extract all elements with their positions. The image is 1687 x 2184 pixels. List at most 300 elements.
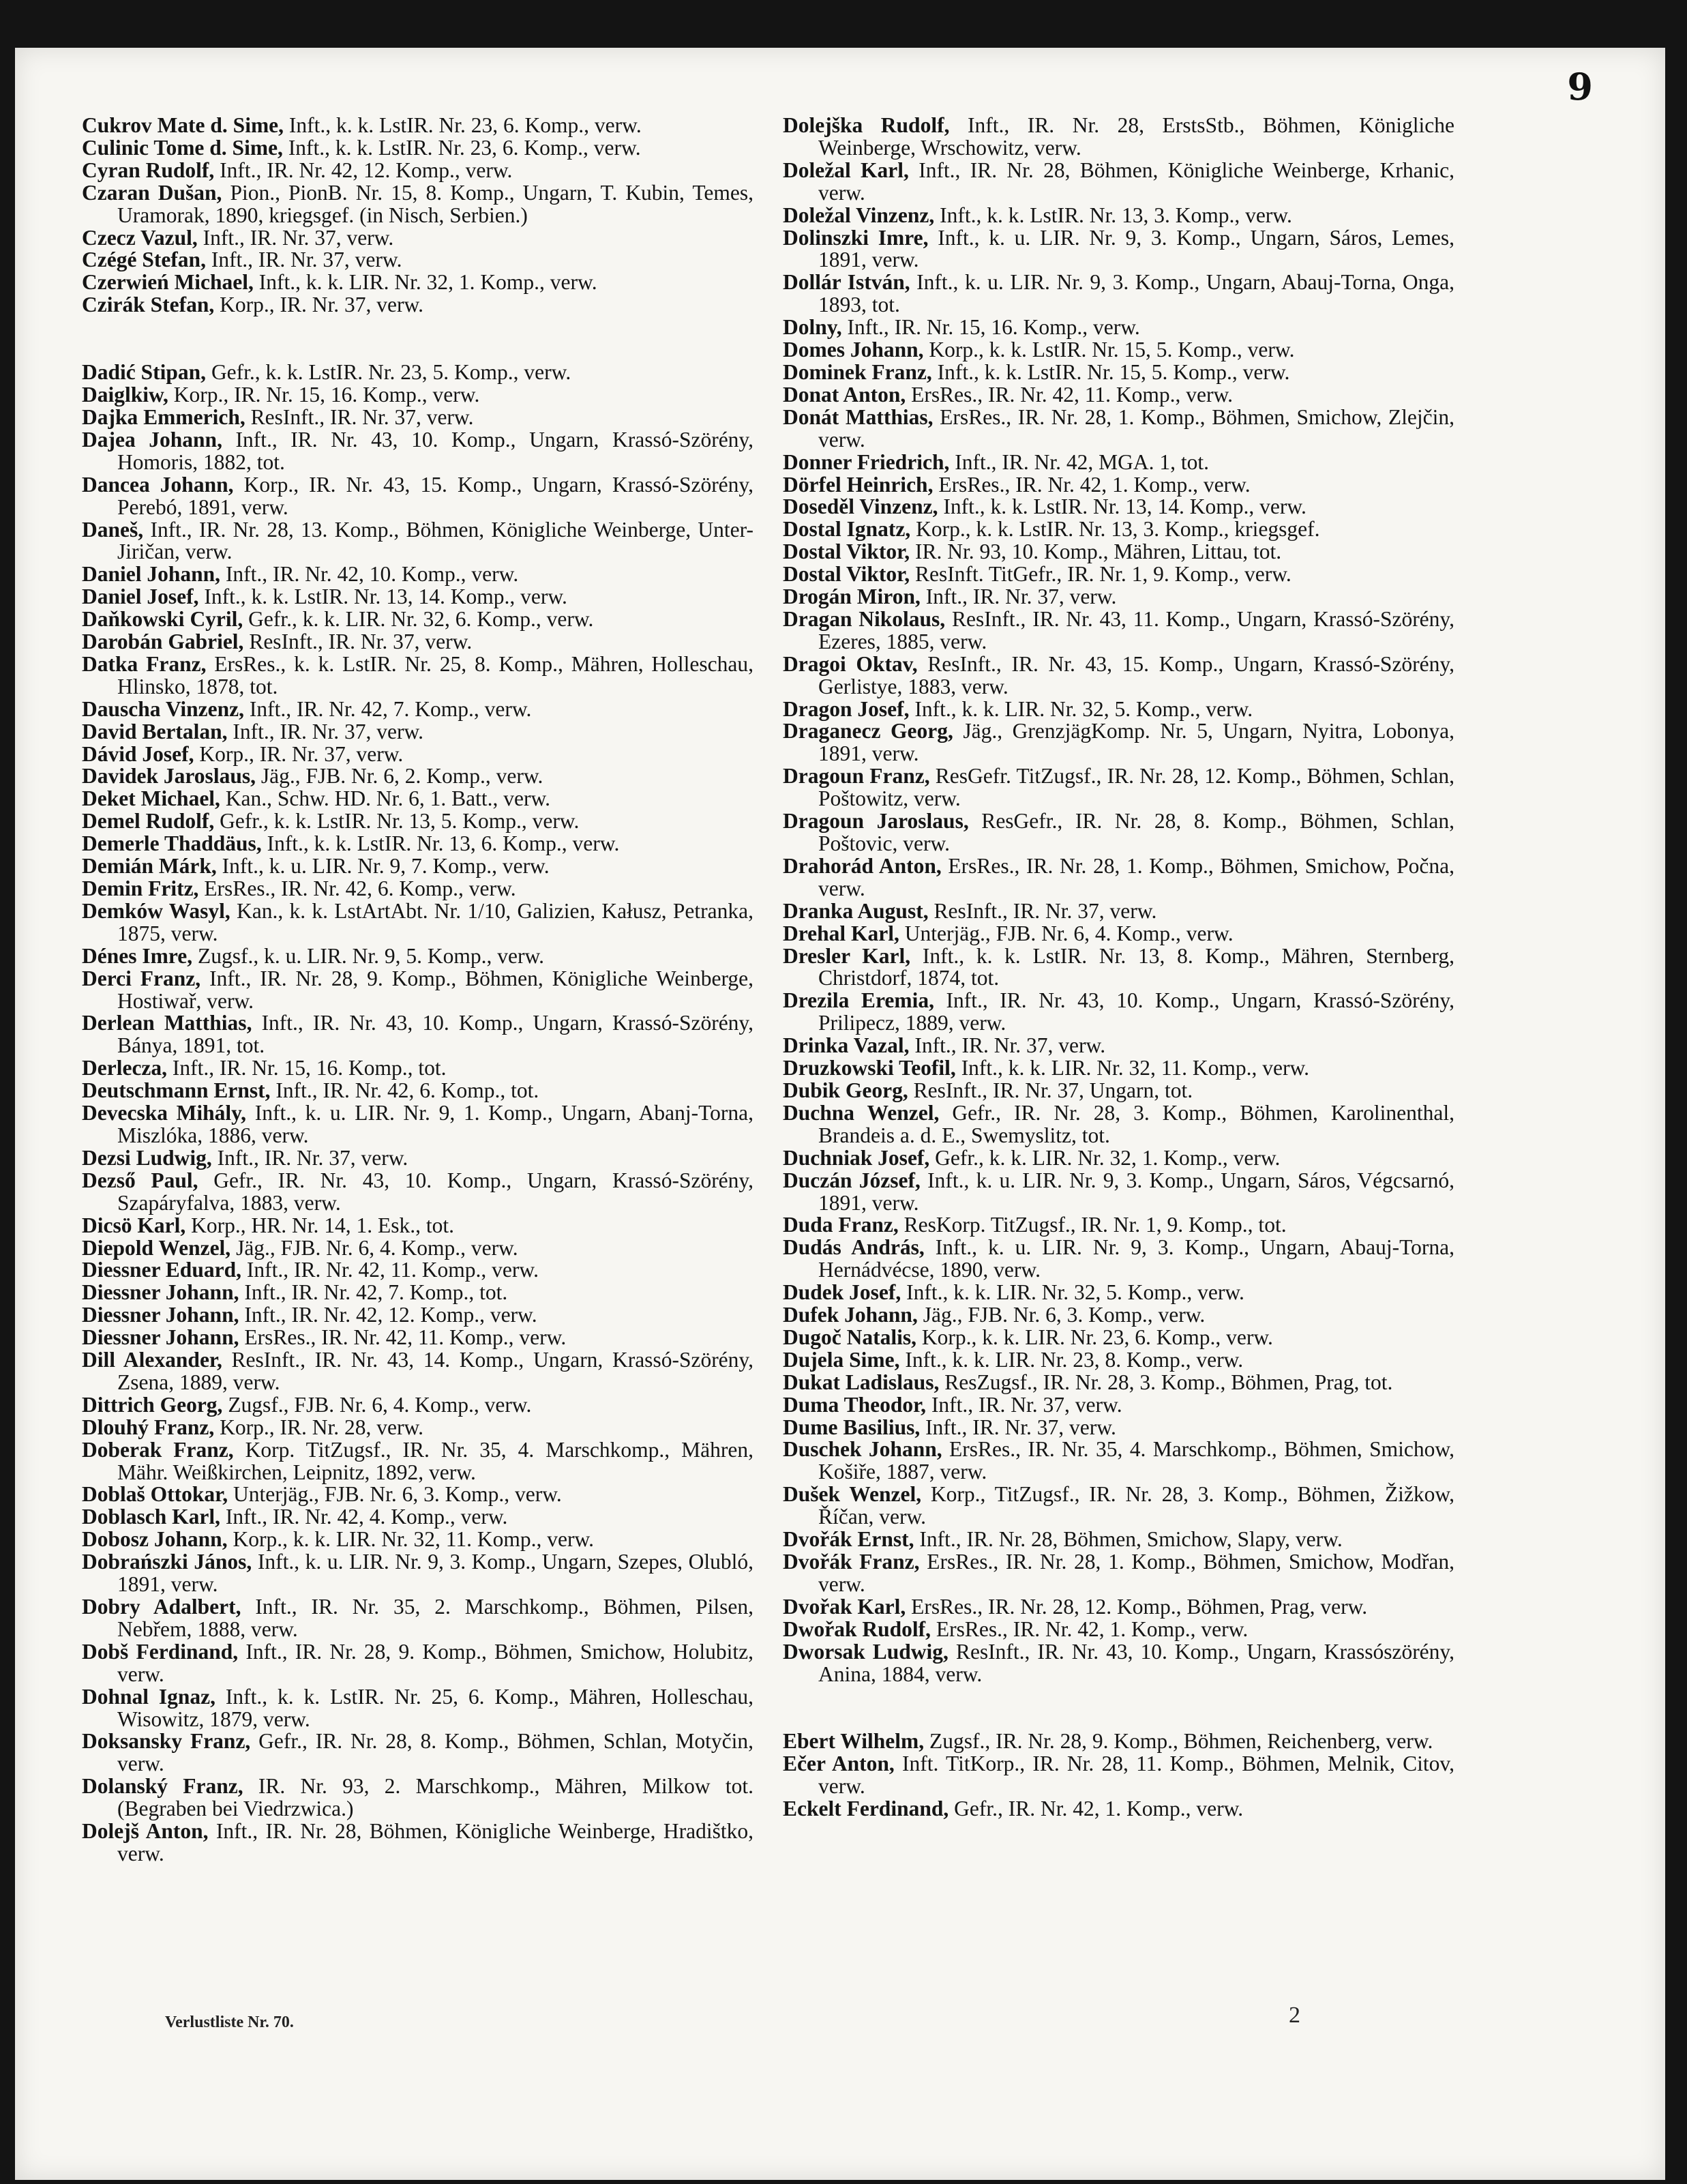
casualty-entry	[783, 1596, 1454, 1619]
entry-details: Korp., IR. Nr. 37, verw.	[214, 293, 424, 317]
casualty-entry	[82, 429, 753, 474]
entry-details: Inft., IR. Nr. 42, 4. Komp., verw.	[220, 1505, 508, 1529]
casualty-entry	[783, 900, 1454, 923]
entry-details: ErsRes., IR. Nr. 28, 1. Komp., Böhmen, Smichow, Počna, verw.	[818, 853, 1454, 900]
entry-name: Doblasch Karl,	[82, 1505, 221, 1529]
entry-details: ErsRes., IR. Nr. 28, 12. Komp., Böhmen, Prag, verw.	[906, 1594, 1368, 1619]
entry-details: Zugsf., FJB. Nr. 6, 4. Komp., verw.	[222, 1392, 532, 1417]
entry-name: Dujela Sime,	[783, 1347, 900, 1372]
casualty-entry	[82, 1012, 753, 1057]
entry-name: Cyran Rudolf,	[82, 158, 215, 182]
entry-details: ResInft., IR. Nr. 37, Ungarn, tot.	[908, 1078, 1193, 1102]
entry-details: Inft., IR. Nr. 42, 6. Komp., tot.	[270, 1078, 539, 1103]
entry-details: Inft., IR. Nr. 28, 13. Komp., Böhmen, Königliche Weinberge, Unter-Jiričan, verw.	[117, 517, 753, 564]
entry-details: Inft., k. k. LstIR. Nr. 13, 14. Komp., verw.	[938, 495, 1307, 519]
entry-name: Drezila Eremia,	[783, 988, 934, 1013]
entry-details: Inft., IR. Nr. 42, 10. Komp., verw.	[220, 562, 519, 587]
entry-name: Davidek Jaroslaus,	[82, 764, 256, 788]
entry-name: Eckelt Ferdinand,	[783, 1797, 949, 1821]
entry-name: Drogán Miron,	[783, 585, 921, 609]
entry-details: Inft., IR. Nr. 42, 12. Komp., verw.	[214, 158, 513, 182]
casualty-entry	[783, 339, 1454, 361]
entry-name: Dohnal Ignaz,	[82, 1684, 216, 1709]
casualty-entry	[82, 855, 753, 878]
entry-name: Datka Franz,	[82, 651, 207, 676]
casualty-entry	[82, 788, 753, 810]
casualty-entry	[783, 563, 1454, 586]
entry-details: ErsRes., IR. Nr. 42, 1. Komp., verw.	[931, 1617, 1249, 1641]
entry-name: Demel Rudolf,	[82, 809, 215, 833]
casualty-entry	[82, 631, 753, 653]
entry-details: Zugsf., k. u. LIR. Nr. 9, 5. Komp., verw.	[192, 943, 545, 968]
entry-name: Czirák Stefan,	[82, 293, 215, 317]
casualty-entry	[82, 1394, 753, 1417]
entry-details: ResZugsf., IR. Nr. 28, 3. Komp., Böhmen, Prag, tot.	[939, 1370, 1393, 1394]
entry-details: ResInft., IR. Nr. 37, verw.	[928, 898, 1157, 923]
entry-name: Dávid Josef,	[82, 741, 194, 766]
casualty-entry	[82, 698, 753, 721]
entry-details: Inft., k. k. LIR. Nr. 23, 8. Komp., verw.	[899, 1347, 1244, 1372]
casualty-entry	[82, 1282, 753, 1304]
entry-details: Inft., IR. Nr. 28, 9. Komp., Böhmen, Smichow, Holubitz, verw.	[117, 1639, 753, 1686]
entry-details: Inft., k. k. LstIR. Nr. 15, 5. Komp., verw.	[931, 359, 1290, 384]
casualty-entry	[783, 1394, 1454, 1417]
entry-name: Dobš Ferdinand,	[82, 1639, 239, 1664]
section-gap	[82, 316, 753, 361]
entry-details: Jäg., FJB. Nr. 6, 4. Komp., verw.	[230, 1235, 518, 1260]
entry-details: Inft., IR. Nr. 28, 9. Komp., Böhmen, Königliche Weinberge, Hostiwař, verw.	[117, 966, 753, 1013]
casualty-entry	[783, 1080, 1454, 1102]
casualty-entry	[82, 1304, 753, 1327]
entry-name: Darobán Gabriel,	[82, 630, 244, 654]
entry-name: Dvořák Ernst,	[783, 1527, 914, 1552]
casualty-entry	[82, 1215, 753, 1237]
entry-name: Dajka Emmerich,	[82, 404, 245, 429]
entry-details: Korp., IR. Nr. 37, verw.	[194, 741, 404, 766]
casualty-entry	[82, 384, 753, 407]
entry-details: Inft., k. k. LIR. Nr. 32, 11. Komp., verw.	[955, 1056, 1310, 1080]
casualty-entry	[783, 404, 1454, 452]
entry-name: Dobosz Johann,	[82, 1527, 228, 1552]
entry-details: Inft., k. u. LIR. Nr. 9, 1. Komp., Ungarn, Abanj-Torna, Miszlóka, 1886, verw.	[117, 1101, 753, 1147]
entry-details: Inft., IR. Nr. 37, verw.	[211, 1145, 408, 1170]
entry-details: ErsRes., IR. Nr. 42, 6. Komp., verw.	[198, 876, 516, 900]
casualty-entry	[82, 227, 753, 250]
casualty-entry	[783, 855, 1454, 900]
entry-name: Czaran Dušan,	[82, 180, 222, 205]
entry-details: Inft., k. k. LstIR. Nr. 13, 14. Komp., verw.	[198, 585, 567, 609]
entry-details: Inft., IR. Nr. 37, verw.	[205, 248, 402, 272]
casualty-entry	[783, 945, 1454, 990]
entry-name: Domes Johann,	[783, 338, 924, 362]
entry-details: ResInft., IR. Nr. 37, verw.	[245, 404, 474, 429]
entry-details: Korp., TitZugsf., IR. Nr. 28, 3. Komp., Böhmen, Žižkow, Říčan, verw.	[818, 1482, 1454, 1529]
entry-name: Doksansky Franz,	[82, 1729, 251, 1754]
casualty-entry	[783, 1798, 1454, 1820]
casualty-entry	[783, 1057, 1454, 1080]
casualty-entry	[82, 1529, 753, 1551]
entry-name: Duchna Wenzel,	[783, 1100, 940, 1125]
entry-details: Inft., IR. Nr. 37, verw.	[197, 225, 394, 250]
casualty-entry	[82, 1170, 753, 1215]
casualty-entry	[82, 1551, 753, 1596]
entry-name: Duchniak Josef,	[783, 1145, 930, 1170]
entry-details: ResInft., IR. Nr. 37, verw.	[243, 630, 473, 654]
casualty-entry	[82, 721, 753, 743]
casualty-entry	[82, 1259, 753, 1282]
entry-details: ErsRes., k. k. LstIR. Nr. 25, 8. Komp., Mähren, Holleschau, Hlinsko, 1878, tot.	[117, 651, 754, 698]
entry-name: Demerle Thaddäus,	[82, 831, 262, 856]
casualty-entry	[82, 474, 753, 519]
entry-name: Dostal Viktor,	[783, 540, 910, 564]
entry-name: Dubik Georg,	[783, 1078, 908, 1102]
casualty-entry	[783, 316, 1454, 339]
casualty-entry	[783, 1304, 1454, 1327]
casualty-entry	[82, 1417, 753, 1439]
entry-name: Dezsi Ludwig,	[82, 1145, 212, 1170]
casualty-entry	[82, 608, 753, 631]
entry-name: Dragoi Oktav,	[783, 651, 918, 676]
casualty-entry	[783, 1035, 1454, 1057]
entry-name: Devecska Mihály,	[82, 1101, 247, 1125]
entry-details: ResInft., IR. Nr. 43, 15. Komp., Ungarn, Krassó-Szörény, Gerlistye, 1883, verw.	[818, 651, 1454, 698]
casualty-entry	[783, 1730, 1454, 1753]
entry-name: Dolejška Rudolf,	[783, 113, 950, 137]
entry-details: ErsRes., IR. Nr. 28, 1. Komp., Böhmen, Smichow, Modřan, verw.	[818, 1550, 1454, 1596]
casualty-entry	[82, 833, 753, 855]
entry-details: ResGefr. TitZugsf., IR. Nr. 28, 12. Komp., Böhmen, Schlan, Poštowitz, verw.	[818, 764, 1454, 811]
entry-name: Daniel Josef,	[82, 585, 199, 609]
entry-name: Dragan Nikolaus,	[783, 606, 946, 631]
casualty-entry	[783, 1641, 1454, 1686]
entry-details: Inft., IR. Nr. 15, 16. Komp., tot.	[167, 1056, 447, 1080]
entry-name: Druzkowski Teofil,	[783, 1056, 956, 1080]
entry-name: Dudek Josef,	[783, 1280, 901, 1305]
entry-name: Dobry Adalbert,	[82, 1595, 241, 1619]
entry-name: Dume Basilius,	[783, 1415, 921, 1439]
casualty-entry	[82, 1080, 753, 1102]
entry-details: Inft., IR. Nr. 37, verw.	[909, 1033, 1106, 1058]
entry-name: Culinic Tome d. Sime,	[82, 135, 283, 160]
casualty-entry	[783, 653, 1454, 698]
entry-name: Diessner Eduard,	[82, 1258, 241, 1282]
entry-name: Dénes Imre,	[82, 943, 193, 968]
entry-details: Inft., k. k. LstIR. Nr. 13, 8. Komp., Mähren, Sternberg, Christdorf, 1874, tot.	[818, 943, 1455, 990]
casualty-entry	[82, 1327, 753, 1349]
entry-name: Dufek Johann,	[783, 1303, 918, 1327]
entry-details: ResInft., IR. Nr. 43, 14. Komp., Ungarn, Krassó-Szörény, Zsena, 1889, verw.	[117, 1348, 753, 1394]
casualty-entry	[82, 945, 753, 968]
entry-name: Demián Márk,	[82, 854, 217, 879]
entry-details: Inft., IR. Nr. 43, 10. Komp., Ungarn, Krassó-Szörény, Prilipecz, 1889, verw.	[818, 988, 1454, 1035]
entry-details: Inft., IR. Nr. 35, 2. Marschkomp., Böhmen, Pilsen, Nebřem, 1888, verw.	[117, 1595, 754, 1641]
entry-name: Czerwień Michael,	[82, 270, 254, 295]
casualty-entry	[783, 271, 1454, 316]
casualty-entry	[783, 205, 1454, 227]
entry-name: Draganecz Georg,	[783, 719, 953, 743]
casualty-entry	[82, 1147, 753, 1170]
casualty-entry	[783, 923, 1454, 945]
casualty-entry	[82, 404, 753, 429]
entry-name: Duczán József,	[783, 1168, 921, 1192]
entry-name: Derci Franz,	[82, 966, 201, 990]
casualty-entry	[82, 563, 753, 586]
entry-name: Donát Matthias,	[783, 404, 934, 429]
casualty-entry	[783, 1484, 1454, 1529]
casualty-entry	[783, 1349, 1454, 1372]
entry-details: ResInft., IR. Nr. 43, 11. Komp., Ungarn, Krassó-Szörény, Ezeres, 1885, verw.	[818, 606, 1454, 653]
casualty-entry	[82, 1686, 753, 1731]
casualty-entry	[783, 160, 1454, 205]
casualty-entry	[783, 1214, 1454, 1237]
entry-name: Dworsak Ludwig,	[783, 1639, 949, 1664]
entry-name: Dragoun Franz,	[783, 764, 930, 788]
entry-details: Inft., IR. Nr. 28, Böhmen, Smichow, Slapy, verw.	[914, 1527, 1343, 1552]
entry-details: Inft., k. k. LstIR. Nr. 13, 3. Komp., verw.	[934, 203, 1292, 227]
entry-details: ResKorp. TitZugsf., IR. Nr. 1, 9. Komp., tot.	[898, 1213, 1287, 1237]
entry-details: ErsRes., IR. Nr. 28, 1. Komp., Böhmen, Smichow, Zlejčin, verw.	[818, 404, 1454, 452]
entry-name: Ečer Anton,	[783, 1752, 895, 1776]
entry-details: ResGefr., IR. Nr. 28, 8. Komp., Böhmen, Schlan, Poštovic, verw.	[818, 809, 1454, 855]
entry-name: David Bertalan,	[82, 719, 228, 743]
entry-details: ResInft., IR. Nr. 43, 10. Komp., Ungarn, Krassószörény, Anina, 1884, verw.	[818, 1639, 1454, 1686]
entry-details: Gefr., k. k. LstIR. Nr. 23, 5. Komp., verw.	[206, 360, 571, 385]
casualty-entry	[82, 1102, 753, 1147]
entry-name: Dolinszki Imre,	[783, 225, 929, 250]
entry-details: Korp. TitZugsf., IR. Nr. 35, 4. Marschkomp., Mähren, Mähr. Weißkirchen, Leipnitz, 1892, verw.	[117, 1437, 753, 1484]
entry-name: Dolanský Franz,	[82, 1774, 243, 1799]
entry-name: Czecz Vazul,	[82, 225, 198, 250]
entry-details: Inft., IR. Nr. 37, verw.	[227, 719, 424, 743]
casualty-entry	[82, 294, 753, 316]
casualty-entry	[783, 1551, 1454, 1596]
entry-details: Inft., IR. Nr. 37, verw.	[926, 1392, 1122, 1417]
entry-details: Inft., IR. Nr. 42, 7. Komp., verw.	[244, 696, 532, 721]
entry-name: Dauscha Vinzenz,	[82, 696, 245, 721]
right-column	[783, 115, 1454, 1820]
entry-details: Inft., k. u. LIR. Nr. 9, 3. Komp., Ungarn, Sáros, Végcsarnó, 1891, verw.	[818, 1168, 1455, 1215]
entry-name: Daniel Johann,	[82, 562, 221, 587]
entry-details: Inft., IR. Nr. 43, 10. Komp., Ungarn, Krassó-Szörény, Bánya, 1891, tot.	[117, 1011, 753, 1058]
casualty-entry	[783, 1372, 1454, 1394]
entry-name: Dolny,	[783, 315, 842, 340]
entry-name: Derlecza,	[82, 1056, 168, 1080]
casualty-entry	[82, 1641, 753, 1686]
entry-name: Dvořak Karl,	[783, 1594, 906, 1619]
entry-details: Inft. TitKorp., IR. Nr. 28, 11. Komp., Böhmen, Melnik, Citov, verw.	[818, 1752, 1454, 1799]
casualty-entry	[783, 608, 1454, 653]
entry-details: Inft., k. u. LIR. Nr. 9, 7. Komp., verw.	[216, 854, 550, 879]
entry-details: Jäg., FJB. Nr. 6, 2. Komp., verw.	[255, 764, 543, 788]
entry-details: Inft., k. k. LIR. Nr. 32, 5. Komp., verw.	[901, 1280, 1244, 1305]
casualty-entry	[82, 160, 753, 182]
casualty-entry	[783, 115, 1454, 160]
entry-name: Drehal Karl,	[783, 921, 899, 945]
casualty-entry	[82, 519, 753, 564]
entry-name: Dugoč Natalis,	[783, 1325, 916, 1349]
entry-name: Donat Anton,	[783, 382, 906, 407]
entry-details: ErsRes., IR. Nr. 35, 4. Marschkomp., Böhmen, Smichow, Košiře, 1887, verw.	[818, 1437, 1454, 1484]
entry-details: ResInft. TitGefr., IR. Nr. 1, 9. Komp., verw.	[910, 562, 1292, 587]
casualty-entry	[82, 765, 753, 788]
casualty-entry	[783, 1170, 1454, 1215]
casualty-entry	[783, 361, 1454, 384]
entry-name: Daňkowski Cyril,	[82, 607, 243, 632]
casualty-entry	[82, 1057, 753, 1080]
entry-details: Gefr., IR. Nr. 43, 10. Komp., Ungarn, Krassó-Szörény, Szapáryfalva, 1883, verw.	[117, 1168, 753, 1215]
entry-details: Korp., k. k. LstIR. Nr. 15, 5. Komp., verw.	[923, 338, 1295, 362]
casualty-entry	[783, 518, 1454, 541]
entry-details: Jäg., GrenzjägKomp. Nr. 5, Ungarn, Nyitra, Lobonya, 1891, verw.	[818, 719, 1454, 766]
casualty-entry	[783, 1619, 1454, 1641]
casualty-entry	[82, 1439, 753, 1484]
entry-name: Dollár István,	[783, 270, 910, 295]
casualty-entry	[783, 541, 1454, 563]
entry-name: Ebert Wilhelm,	[783, 1729, 925, 1754]
entry-details: Gefr., IR. Nr. 42, 1. Komp., verw.	[949, 1797, 1244, 1821]
entry-details: Korp., k. k. LIR. Nr. 23, 6. Komp., verw.	[916, 1325, 1273, 1349]
entry-name: Dobrańszki János,	[82, 1550, 252, 1574]
casualty-entry	[82, 878, 753, 900]
casualty-entry	[783, 496, 1454, 518]
casualty-entry	[783, 1102, 1454, 1147]
entry-details: Inft., k. k. LstIR. Nr. 25, 6. Komp., Mähren, Holleschau, Wisowitz, 1879, verw.	[117, 1684, 753, 1731]
casualty-entry	[783, 1147, 1454, 1170]
casualty-entry	[783, 1417, 1454, 1439]
casualty-entry	[783, 698, 1454, 721]
entry-name: Dezső Paul,	[82, 1168, 198, 1192]
entry-details: Inft., IR. Nr. 42, 12. Komp., verw.	[239, 1303, 537, 1327]
entry-details: Inft., IR. Nr. 28, Böhmen, Königliche Weinberge, Hradištko, verw.	[117, 1819, 753, 1865]
entry-name: Dlouhý Franz,	[82, 1415, 215, 1439]
casualty-entry	[783, 586, 1454, 608]
casualty-entry	[82, 1484, 753, 1506]
entry-details: ErsRes., IR. Nr. 42, 11. Komp., verw.	[239, 1325, 567, 1350]
entry-name: Demin Fritz,	[82, 876, 199, 900]
casualty-entry	[783, 720, 1454, 765]
casualty-entry	[82, 743, 753, 766]
casualty-entry	[82, 810, 753, 833]
casualty-entry	[783, 1438, 1454, 1484]
casualty-entry	[82, 182, 753, 227]
entry-name: Demków Wasyl,	[82, 898, 230, 923]
entry-details: IR. Nr. 93, 10. Komp., Mähren, Littau, tot.	[910, 540, 1282, 564]
entry-details: Inft., IR. Nr. 43, 10. Komp., Ungarn, Krassó-Szörény, Homoris, 1882, tot.	[117, 427, 754, 474]
entry-details: IR. Nr. 93, 2. Marschkomp., Mähren, Milkow tot. (Begraben bei Viedrzwica.)	[117, 1774, 753, 1821]
entry-name: Derlean Matthias,	[82, 1011, 252, 1035]
entry-name: Daiglkiw,	[82, 383, 168, 407]
entry-name: Doležal Karl,	[783, 158, 909, 182]
entry-details: ErsRes., IR. Nr. 42, 11. Komp., verw.	[906, 382, 1234, 407]
entry-name: Dwořak Rudolf,	[783, 1617, 931, 1641]
entry-name: Dudás András,	[783, 1235, 925, 1260]
entry-name: Cukrov Mate d. Sime,	[82, 113, 284, 137]
entry-details: Gefr., k. k. LstIR. Nr. 13, 5. Komp., verw.	[214, 809, 580, 833]
entry-details: Korp., IR. Nr. 43, 15. Komp., Ungarn, Krassó-Szörény, Perebó, 1891, verw.	[117, 472, 753, 519]
casualty-entry	[783, 990, 1454, 1035]
entry-details: Jäg., FJB. Nr. 6, 3. Komp., verw.	[917, 1303, 1206, 1327]
entry-details: Inft., k. u. LIR. Nr. 9, 3. Komp., Ungarn, Szepes, Olubló, 1891, verw.	[117, 1550, 753, 1597]
entry-details: Korp., IR. Nr. 28, verw.	[214, 1415, 424, 1439]
entry-details: Inft., k. k. LIR. Nr. 32, 5. Komp., verw.	[909, 696, 1253, 721]
entry-name: Daneš,	[82, 517, 144, 542]
casualty-entry	[783, 1282, 1454, 1304]
casualty-entry	[82, 1730, 753, 1775]
entry-name: Diepold Wenzel,	[82, 1235, 231, 1260]
entry-name: Dragon Josef,	[783, 696, 910, 721]
casualty-entry	[82, 1775, 753, 1820]
entry-name: Doberak Franz,	[82, 1437, 234, 1462]
casualty-entry	[783, 227, 1454, 272]
entry-details: Kan., k. k. LstArtAbt. Nr. 1/10, Galizien, Kałusz, Petranka, 1875, verw.	[117, 898, 753, 945]
entry-details: Inft., IR. Nr. 37, verw.	[920, 585, 1117, 609]
entry-name: Dominek Franz,	[783, 359, 932, 384]
entry-name: Dranka August,	[783, 898, 929, 923]
entry-name: Doležal Vinzenz,	[783, 203, 935, 227]
entry-name: Doblaš Ottokar,	[82, 1482, 228, 1507]
casualty-entry	[82, 1349, 753, 1394]
entry-name: Drinka Vazal,	[783, 1033, 910, 1058]
casualty-entry	[82, 1237, 753, 1260]
entry-details: Inft., k. u. LIR. Nr. 9, 3. Komp., Ungarn, Abauj-Torna, Hernádvécse, 1890, verw.	[818, 1235, 1454, 1282]
entry-name: Duschek Johann,	[783, 1437, 942, 1462]
casualty-entry	[783, 474, 1454, 497]
entry-name: Deket Michael,	[82, 786, 220, 811]
entry-name: Duma Theodor,	[783, 1392, 927, 1417]
entry-name: Dragoun Jaroslaus,	[783, 809, 969, 833]
entry-details: Gefr., k. k. LIR. Nr. 32, 1. Komp., verw.	[929, 1145, 1281, 1170]
entry-name: Dittrich Georg,	[82, 1392, 223, 1417]
entry-details: Korp., k. k. LIR. Nr. 32, 11. Komp., verw.	[227, 1527, 595, 1552]
entry-details: Gefr., IR. Nr. 28, 8. Komp., Böhmen, Schlan, Motyčin, verw.	[117, 1729, 753, 1776]
casualty-entry	[783, 1237, 1454, 1282]
entry-details: Inft., IR. Nr. 28, Böhmen, Königliche Weinberge, Krhanic, verw.	[818, 158, 1454, 205]
entry-details: Inft., k. k. LstIR. Nr. 23, 6. Komp., verw.	[284, 113, 642, 137]
entry-details: Gefr., k. k. LIR. Nr. 32, 6. Komp., verw.	[243, 607, 594, 632]
casualty-entry	[82, 137, 753, 160]
entry-name: Dostal Ignatz,	[783, 517, 911, 542]
entry-name: Dadić Stipan,	[82, 360, 207, 385]
entry-details: Korp., IR. Nr. 15, 16. Komp., verw.	[168, 383, 480, 407]
casualty-entry	[82, 653, 753, 698]
entry-name: Diessner Johann,	[82, 1303, 239, 1327]
entry-name: Dukat Ladislaus,	[783, 1370, 940, 1394]
entry-name: Donner Friedrich,	[783, 449, 950, 474]
entry-name: Dajea Johann,	[82, 427, 222, 452]
casualty-entry	[82, 115, 753, 137]
entry-details: Zugsf., IR. Nr. 28, 9. Komp., Böhmen, Reichenberg, verw.	[924, 1729, 1433, 1754]
casualty-entry	[783, 1529, 1454, 1551]
entry-name: Doseděl Vinzenz,	[783, 495, 938, 519]
entry-details: ErsRes., IR. Nr. 42, 1. Komp., verw.	[933, 472, 1251, 497]
entry-details: Gefr., IR. Nr. 28, 3. Komp., Böhmen, Karolinenthal, Brandeis a. d. E., Swemyslitz, tot.	[818, 1100, 1454, 1147]
casualty-entry	[783, 765, 1454, 810]
casualty-entry	[82, 1506, 753, 1529]
entry-name: Dill Alexander,	[82, 1348, 222, 1372]
entry-name: Diessner Johann,	[82, 1280, 239, 1305]
casualty-entry	[82, 361, 753, 384]
entry-name: Dostal Viktor,	[783, 562, 910, 587]
entry-details: Inft., IR. Nr. 42, 11. Komp., verw.	[241, 1258, 539, 1282]
footer-sheet-number: 2	[1289, 2003, 1300, 2028]
entry-details: Korp., HR. Nr. 14, 1. Esk., tot.	[185, 1213, 454, 1237]
entry-details: Inft., k. k. LIR. Nr. 32, 1. Komp., verw.	[253, 270, 597, 295]
page-number: 9	[1567, 65, 1593, 108]
entry-details: Inft., IR. Nr. 42, 7. Komp., tot.	[239, 1280, 508, 1305]
entry-details: Korp., k. k. LstIR. Nr. 13, 3. Komp., kriegsgef.	[910, 517, 1320, 542]
entry-details: Inft., k. u. LIR. Nr. 9, 3. Komp., Ungarn, Sáros, Lemes, 1891, verw.	[818, 225, 1454, 272]
section-gap	[783, 1685, 1454, 1730]
